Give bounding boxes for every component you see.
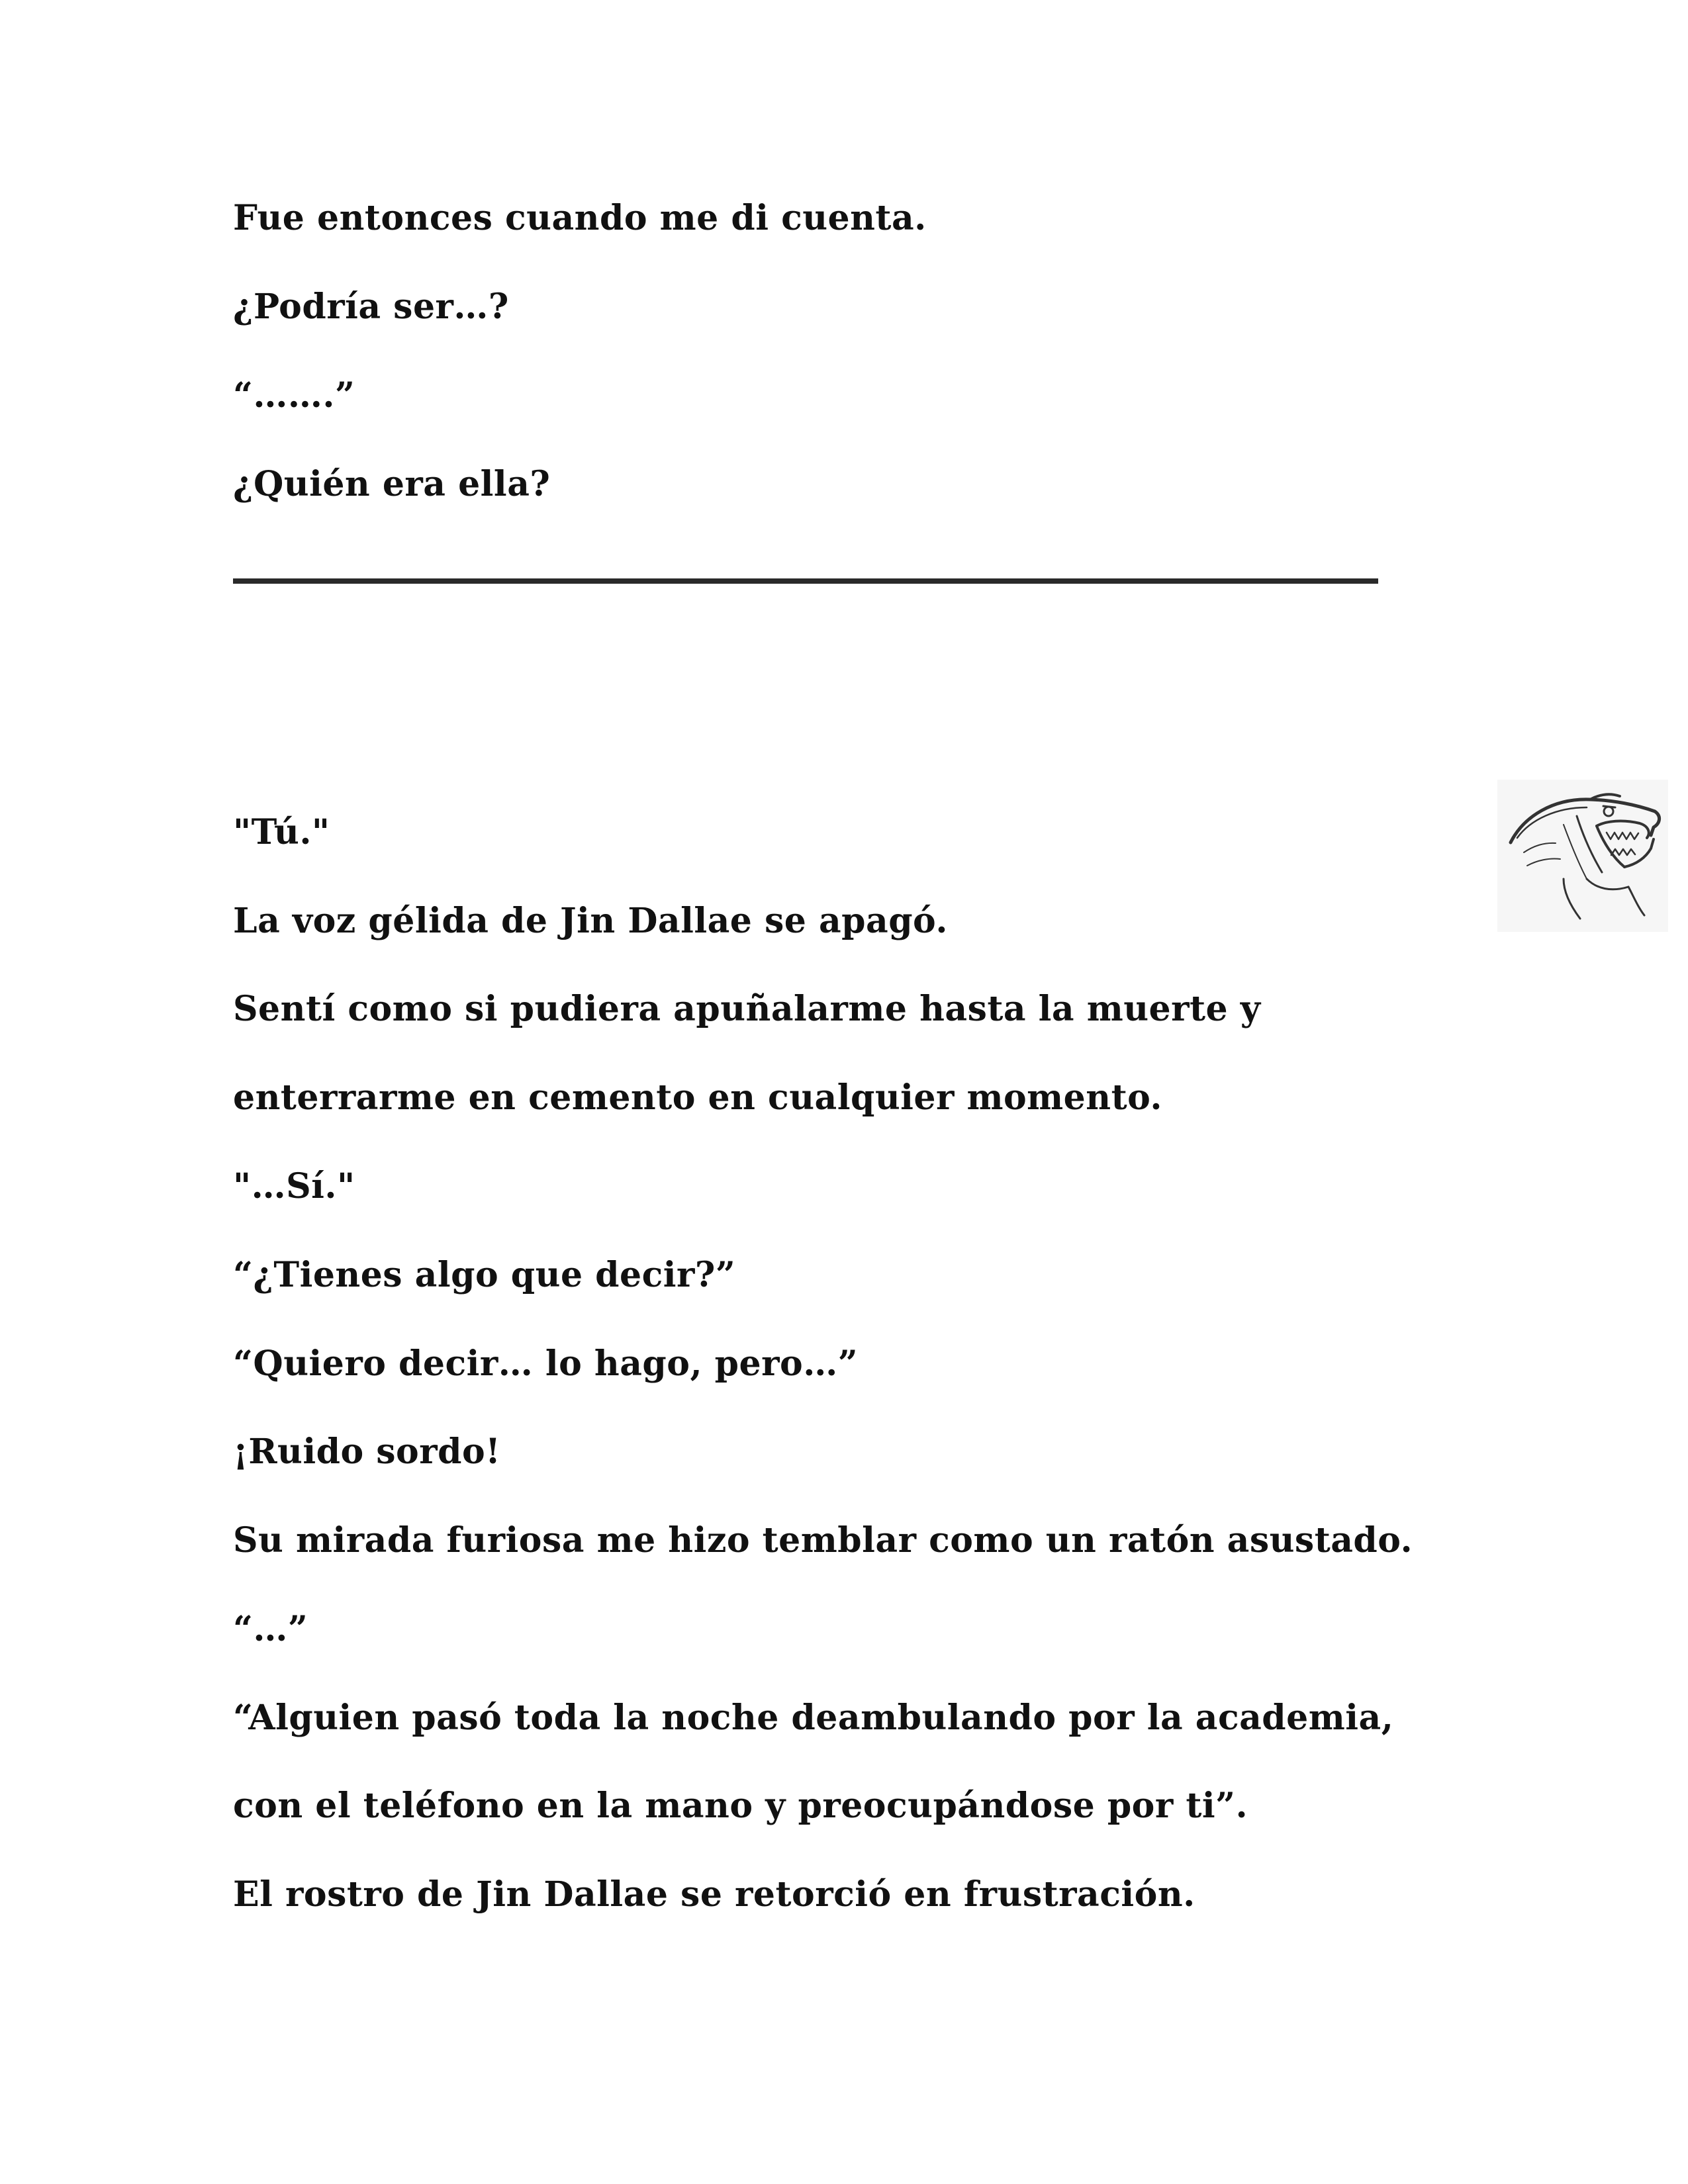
text-line: El rostro de Jin Dallae se retorció en frustración. (233, 1874, 1196, 1915)
text-line: "…Sí." (233, 1166, 355, 1206)
dinosaur-head-sketch-icon (1497, 780, 1668, 932)
text-line: Sentí como si pudiera apuñalarme hasta la muerte y (233, 989, 1261, 1029)
text-line: ¿Podría ser…? (233, 287, 509, 327)
text-line: “¿Tienes algo que decir?” (233, 1255, 736, 1295)
text-line: Su mirada furiosa me hizo temblar como un ratón asustado. (233, 1520, 1413, 1561)
text-line: con el teléfono en la mano y preocupándose por ti”. (233, 1786, 1248, 1826)
text-line: “Alguien pasó toda la noche deambulando por la academia, (233, 1698, 1394, 1738)
text-line: “…….” (233, 375, 355, 416)
text-line: ¡Ruido sordo! (233, 1432, 501, 1472)
section-divider (233, 578, 1378, 584)
text-line: ¿Quién era ella? (233, 464, 551, 504)
text-line: “…” (233, 1609, 308, 1649)
text-line: "Tú." (233, 812, 330, 852)
text-line: La voz gélida de Jin Dallae se apagó. (233, 901, 948, 941)
text-line: enterrarme en cemento en cualquier momento. (233, 1077, 1162, 1118)
text-line: Fue entonces cuando me di cuenta. (233, 198, 927, 238)
text-line: “Quiero decir… lo hago, pero…” (233, 1343, 859, 1384)
